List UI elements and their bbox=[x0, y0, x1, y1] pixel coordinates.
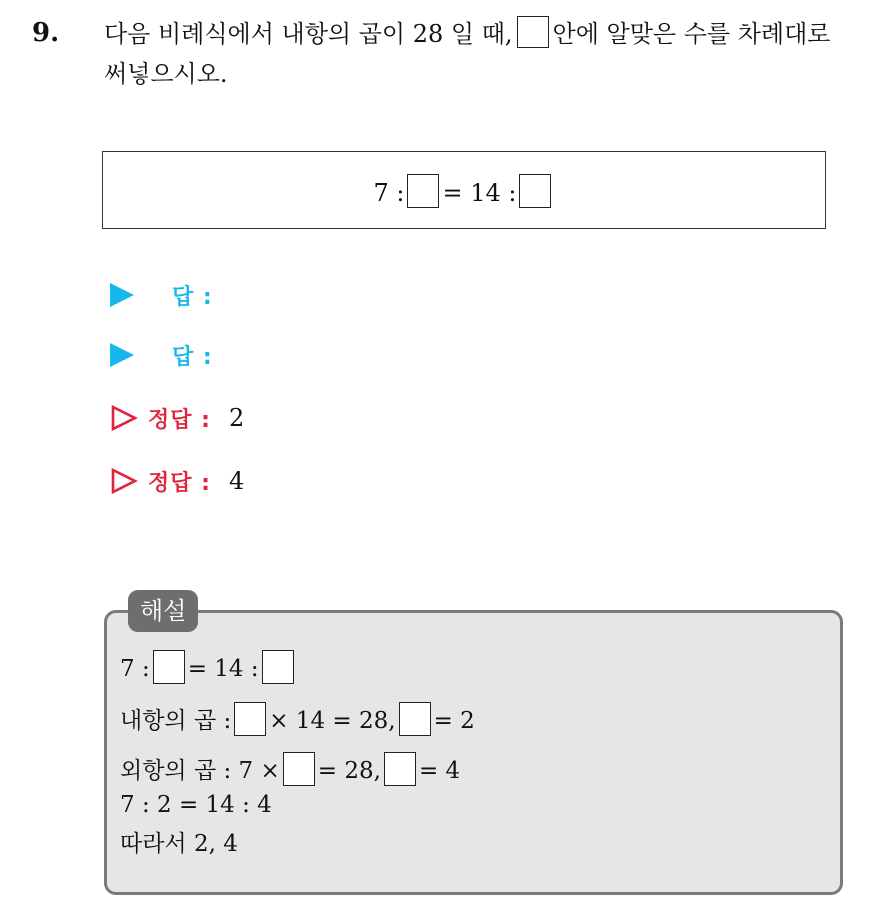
explanation-line-4: 7 : 2 = 14 : 4 bbox=[120, 792, 272, 818]
correct-answer-value: 4 bbox=[228, 467, 245, 495]
blank-box bbox=[384, 752, 416, 786]
correct-answer-row-2 bbox=[110, 464, 244, 498]
correct-answer-label: 정답 : bbox=[148, 470, 211, 496]
answer-label: 답 : bbox=[172, 344, 213, 370]
blank-box bbox=[262, 650, 294, 684]
answer-label: 답 : bbox=[172, 284, 213, 310]
exp-text: = 28, bbox=[317, 758, 381, 784]
blank-box bbox=[153, 650, 185, 684]
question-text bbox=[104, 16, 830, 50]
blank-box bbox=[517, 16, 549, 48]
proportion-middle: = 14 : bbox=[442, 179, 517, 207]
proportion-blank-2[interactable] bbox=[519, 174, 551, 208]
exp-text: 외항의 곱 : 7 × bbox=[120, 758, 280, 784]
exp-text: = 2 bbox=[433, 708, 475, 734]
correct-arrow-icon bbox=[110, 404, 138, 432]
explanation-tag: 해설 bbox=[128, 590, 198, 632]
correct-arrow-icon bbox=[110, 467, 138, 495]
blank-box bbox=[234, 702, 266, 736]
explanation-line-3 bbox=[120, 752, 460, 788]
answer-row-1[interactable] bbox=[110, 278, 213, 312]
question-text-line2: 써넣으시오. bbox=[104, 60, 228, 88]
proportion-blank-1[interactable] bbox=[407, 174, 439, 208]
explanation-line-2 bbox=[120, 702, 475, 738]
exp-text: 내항의 곱 : bbox=[120, 708, 232, 734]
answer-arrow-icon bbox=[110, 283, 134, 307]
exp-text: = 4 bbox=[418, 758, 461, 784]
proportion-left: 7 : bbox=[373, 179, 405, 207]
explanation-line-1 bbox=[120, 650, 297, 686]
correct-answer-value: 2 bbox=[228, 404, 245, 432]
exp-text: × 14 = 28, bbox=[269, 708, 396, 734]
blank-box bbox=[399, 702, 431, 736]
proportion-frame bbox=[102, 151, 826, 229]
exp-text: = 14 : bbox=[187, 656, 259, 682]
blank-box bbox=[283, 752, 315, 786]
exp-text: 7 : bbox=[120, 656, 150, 682]
explanation-line-5: 따라서 2, 4 bbox=[120, 831, 238, 857]
answer-row-2[interactable] bbox=[110, 338, 213, 372]
question-text-part2: 안에 알맞은 수를 차례대로 bbox=[552, 20, 831, 48]
correct-answer-row-1 bbox=[110, 401, 244, 435]
proportion-expression bbox=[103, 174, 825, 209]
correct-answer-label: 정답 : bbox=[148, 407, 211, 433]
question-text-part1: 다음 비례식에서 내항의 곱이 28 일 때, bbox=[104, 20, 513, 48]
answer-arrow-icon bbox=[110, 343, 134, 367]
question-number: 9. bbox=[32, 18, 60, 48]
